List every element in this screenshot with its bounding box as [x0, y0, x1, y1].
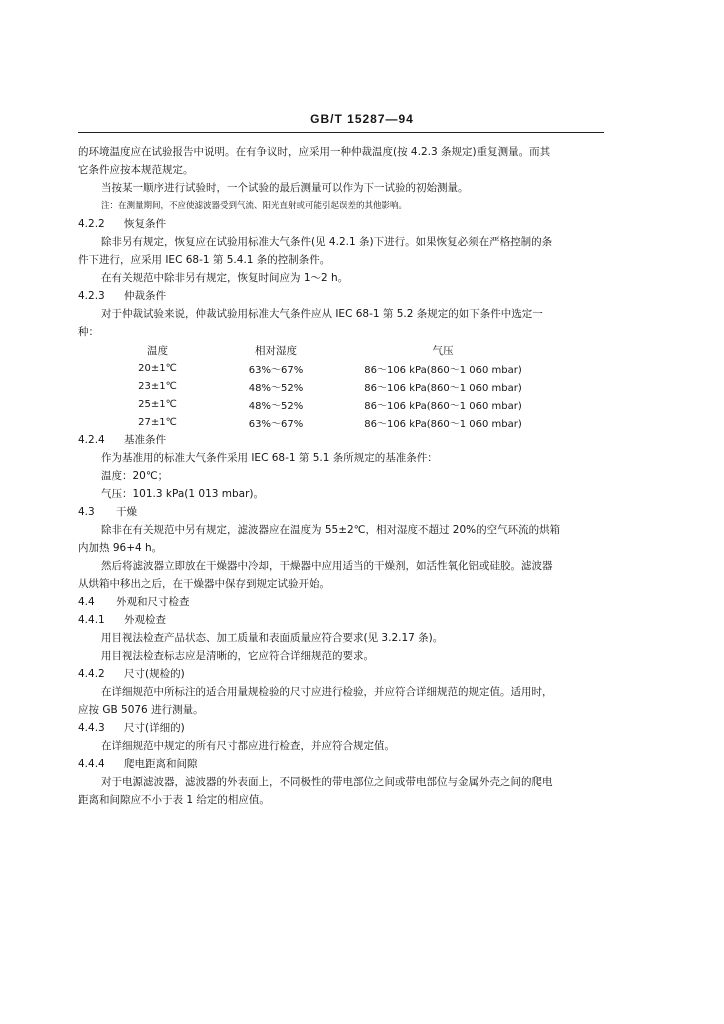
paragraph-line: 从烘箱中移出之后，在干燥器中保存到规定试验开始。 — [78, 578, 330, 590]
section-heading-4-2-2 — [78, 215, 606, 233]
paragraph-line: 在详细规范中所标注的适合用量规检验的尺寸应进行检验，并应符合详细规范的规定值。适用时， — [101, 686, 553, 698]
section-number: 4.4 — [78, 596, 95, 608]
paragraph-line: 然后将滤波器立即放在干燥器中冷却，干燥器中应用适当的干燥剂，如活性氧化铝或硅胶。滤波器 — [101, 560, 553, 572]
column-header-temperature: 温度 — [147, 344, 168, 357]
section-heading-4-4-1 — [78, 611, 606, 629]
paragraph-line: 件下进行，应采用 IEC 68-1 第 5.4.1 条的控制条件。 — [78, 254, 331, 266]
paragraph-line: 用目视法检查标志应是清晰的，它应符合详细规范的要求。 — [101, 650, 374, 662]
section-number: 4.2.4 — [78, 434, 105, 446]
table-row — [106, 395, 543, 413]
page-header: GB/T 15287—94 — [310, 112, 414, 126]
paragraph-line: 它条件应按本规范规定。 — [78, 164, 194, 176]
section-title: 尺寸(规检的) — [124, 668, 185, 680]
section-heading-4-2-4 — [78, 431, 606, 449]
paragraph-line: 在有关规范中除非另有规定，恢复时间应为 1～2 h。 — [101, 272, 349, 284]
table-cell: 86～106 kPa(860～1 060 mbar) — [364, 418, 522, 430]
table-cell: 48%～52% — [248, 382, 304, 394]
section-number: 4.2.3 — [78, 290, 105, 302]
paragraph-line: 在详细规范中规定的所有尺寸都应进行检查，并应符合规定值。 — [101, 740, 395, 752]
paragraph-line: 气压：101.3 kPa(1 013 mbar)。 — [101, 488, 265, 500]
section-title: 仲裁条件 — [124, 290, 166, 302]
table-row — [106, 359, 543, 377]
section-number: 4.4.2 — [78, 668, 105, 680]
table-cell: 86～106 kPa(860～1 060 mbar) — [364, 364, 522, 376]
section-number: 4.4.3 — [78, 722, 105, 734]
arbitration-conditions-table — [106, 341, 543, 431]
section-heading-4-2-3 — [78, 287, 606, 305]
table-cell: 23±1℃ — [138, 380, 177, 392]
table-cell: 86～106 kPa(860～1 060 mbar) — [364, 382, 522, 394]
header-rule — [78, 132, 604, 133]
paragraph-line: 当按某一顺序进行试验时，一个试验的最后测量可以作为下一试验的初始测量。 — [101, 182, 469, 194]
section-number: 4.4.1 — [78, 614, 105, 626]
table-cell: 27±1℃ — [138, 416, 177, 428]
section-number: 4.2.2 — [78, 218, 105, 230]
section-heading-4-4 — [78, 593, 606, 611]
column-header-humidity: 相对湿度 — [255, 344, 297, 357]
section-title: 恢复条件 — [124, 218, 166, 230]
table-cell: 25±1℃ — [138, 398, 177, 410]
paragraph-line: 作为基准用的标准大气条件采用 IEC 68-1 第 5.1 条所规定的基准条件： — [101, 452, 438, 464]
paragraph-line: 种： — [78, 326, 99, 338]
section-title: 尺寸(详细的) — [124, 722, 185, 734]
section-title: 外观检查 — [124, 614, 166, 626]
section-number: 4.4.4 — [78, 758, 105, 770]
table-cell: 48%～52% — [248, 400, 304, 412]
section-title: 干燥 — [116, 506, 137, 518]
table-cell: 63%～67% — [248, 364, 304, 376]
column-header-pressure: 气压 — [432, 344, 454, 357]
paragraph-line: 用目视法检查产品状态、加工质量和表面质量应符合要求(见 3.2.17 条)。 — [101, 632, 444, 644]
paragraph-line: 内加热 96+4 h。 — [78, 542, 163, 554]
table-cell: 63%～67% — [248, 418, 304, 430]
paragraph-line: 对于仲裁试验来说，仲裁试验用标准大气条件应从 IEC 68-1 第 5.2 条规定的如下条件中选定一 — [101, 308, 543, 320]
section-title: 基准条件 — [124, 434, 166, 446]
paragraph-line: 对于电源滤波器，滤波器的外表面上，不同极性的带电部位之间或带电部位与金属外壳之间的爬电 — [101, 776, 553, 788]
section-heading-4-4-3 — [78, 719, 606, 737]
section-title: 爬电距离和间隙 — [124, 758, 198, 770]
table-row — [106, 377, 543, 395]
paragraph-line: 除非另有规定，恢复应在试验用标准大气条件(见 4.2.1 条)下进行。如果恢复必须在严格控制的条 — [101, 236, 553, 248]
paragraph-line: 温度：20℃； — [101, 470, 169, 482]
note-line: 注：在测量期间，不应使滤波器受到气流、阳光直射或可能引起误差的其他影响。 — [101, 201, 408, 211]
section-heading-4-4-2 — [78, 665, 606, 683]
table-header-row — [106, 341, 543, 359]
section-heading-4-3 — [78, 503, 606, 521]
paragraph-line: 距离和间隙应不小于表 1 给定的相应值。 — [78, 794, 270, 806]
section-number: 4.3 — [78, 506, 95, 518]
table-cell: 20±1℃ — [138, 362, 177, 374]
paragraph-line: 的环境温度应在试验报告中说明。在有争议时，应采用一种仲裁温度(按 4.2.3 条规定)重复测量。而其 — [78, 146, 551, 158]
table-row — [106, 413, 543, 431]
section-heading-4-4-4 — [78, 755, 606, 773]
section-title: 外观和尺寸检查 — [116, 596, 190, 608]
document-body — [78, 143, 606, 809]
table-cell: 86～106 kPa(860～1 060 mbar) — [364, 400, 522, 412]
paragraph-line: 应按 GB 5076 进行测量。 — [78, 704, 204, 716]
paragraph-line: 除非在有关规范中另有规定，滤波器应在温度为 55±2℃，相对湿度不超过 20%的空气环流的烘箱 — [101, 524, 561, 536]
